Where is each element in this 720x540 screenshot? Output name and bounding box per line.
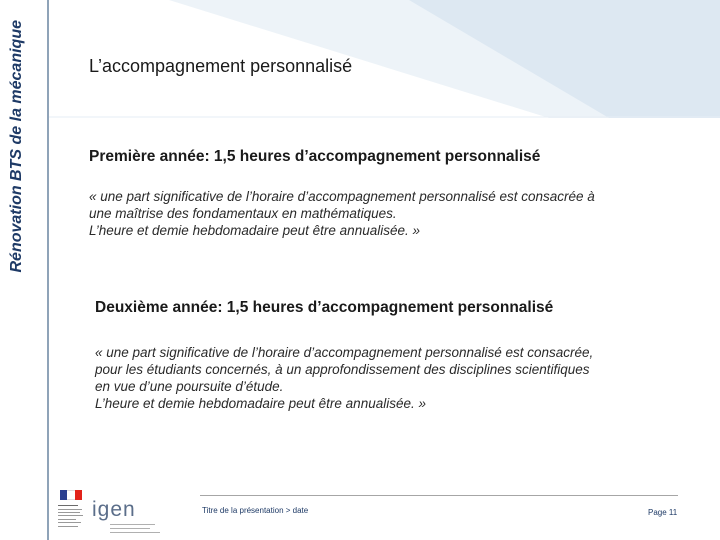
igen-logo bbox=[92, 498, 187, 536]
igen-logo-text: igen bbox=[92, 498, 136, 521]
quote-line: L’heure et demie hebdomadaire peut être annualisée. » bbox=[89, 223, 420, 238]
quote-line: « une part significative de l’horaire d’accompagnement personnalisé est consacrée, bbox=[95, 345, 594, 360]
french-flag-icon bbox=[60, 490, 82, 500]
quote-second-year bbox=[95, 344, 700, 412]
section-heading-first-year: Première année: 1,5 heures d’accompagnement personnalisé bbox=[89, 148, 541, 165]
quote-line: une maîtrise des fondamentaux en mathématiques. bbox=[89, 206, 397, 221]
quote-line: en vue d’une poursuite d’étude. bbox=[95, 379, 284, 394]
quote-line: L’heure et demie hebdomadaire peut être annualisée. » bbox=[95, 396, 426, 411]
quote-line: « une part significative de l’horaire d’accompagnement personnalisé est consacrée à bbox=[89, 189, 595, 204]
page-number: Page 11 bbox=[648, 508, 678, 517]
page-title: L’accompagnement personnalisé bbox=[89, 56, 353, 76]
sidebar bbox=[0, 0, 49, 540]
vertical-title: Rénovation BTS de la mécanique bbox=[8, 20, 25, 273]
footer-divider bbox=[200, 495, 678, 496]
footer-presentation-text: Titre de la présentation > date bbox=[202, 506, 309, 515]
quote-first-year bbox=[89, 188, 699, 239]
section-heading-second-year: Deuxième année: 1,5 heures d’accompagnement personnalisé bbox=[95, 299, 554, 316]
ministry-logo bbox=[56, 488, 86, 532]
quote-line: pour les étudiants concernés, à un approfondissement des disciplines scientifiques bbox=[95, 362, 590, 377]
